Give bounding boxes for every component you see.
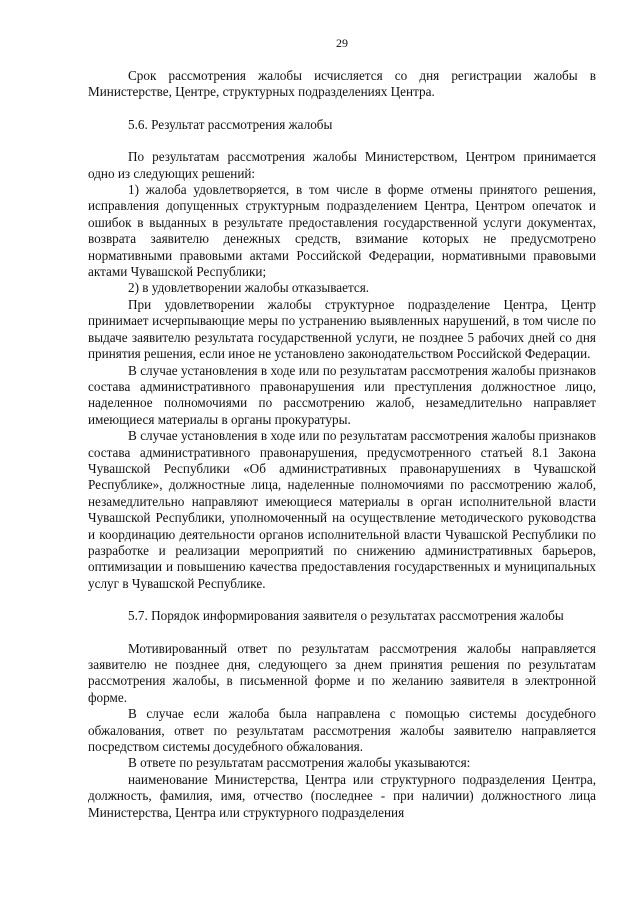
paragraph: Мотивированный ответ по результатам рассмотрения жалобы направляется заявителю не позднее дня, следующего за днем принятия решения по результатам рассмотрения жалобы, в письменной форме и по желанию заявителя в электронной форме. bbox=[88, 640, 596, 705]
paragraph-spacer bbox=[88, 101, 596, 117]
paragraph: В случае установления в ходе или по результатам рассмотрения жалобы признаков состава административного правонарушения, предусмотренного статьей 8.1 Закона Чувашской Республики «Об административных правонарушениях в Чувашской Республике», должностные лица, наделенные полномочиями по рассмотрению жалоб, незамедлительно направляют имеющиеся материалы в орган исполнительной власти Чувашской Республики, уполномоченный на осуществление методического руководства и координацию деятельности органов исполнительной власти Чувашской Республики по разработке и реализации мероприятий по снижению административных барьеров, оптимизации и повышению качества предоставления государственных и муниципальных услуг в Чувашской Республике. bbox=[88, 428, 596, 591]
paragraph: При удовлетворении жалобы структурное подразделение Центра, Центр принимает исчерпывающие меры по устранению выявленных нарушений, в том числе по выдаче заявителю результата государственной услуги, не позднее 5 рабочих дней со дня принятия решения, если иное не установлено законодательством Российской Федерации. bbox=[88, 296, 596, 362]
paragraph: Срок рассмотрения жалобы исчисляется со дня регистрации жалобы в Министерстве, Центре, структурных подразделениях Центра. bbox=[88, 68, 596, 100]
document-body bbox=[88, 68, 596, 821]
section-heading: 5.6. Результат рассмотрения жалобы bbox=[128, 116, 333, 132]
paragraph-spacer bbox=[88, 133, 596, 149]
paragraph: По результатам рассмотрения жалобы Министерством, Центром принимается одно из следующих решений: bbox=[88, 149, 596, 181]
paragraph-spacer bbox=[88, 592, 596, 608]
paragraph: В случае установления в ходе или по результатам рассмотрения жалобы признаков состава административного правонарушения или преступления должностное лицо, наделенное полномочиями по рассмотрению жалоб, незамедлительно направляет имеющиеся материалы в органы прокуратуры. bbox=[88, 362, 596, 427]
paragraph: наименование Министерства, Центра или структурного подразделения Центра, должность, фамилия, имя, отчество (последнее - при наличии) должностного лица Министерства, Центра или структурного подразделения bbox=[88, 771, 596, 820]
section-heading: 5.7. Порядок информирования заявителя о результатах рассмотрения жалобы bbox=[128, 608, 564, 624]
paragraph: В ответе по результатам рассмотрения жалобы указываются: bbox=[128, 755, 471, 771]
paragraph-spacer bbox=[88, 625, 596, 641]
paragraph: В случае если жалоба была направлена с помощью системы досудебного обжалования, ответ по результатам рассмотрения жалобы заявителю направляется посредством системы досудебного обжалования. bbox=[88, 706, 596, 755]
page-number: 29 bbox=[336, 36, 348, 50]
paragraph: 1) жалоба удовлетворяется, в том числе в форме отмены принятого решения, исправления допущенных структурным подразделением Центра, Центром опечаток и ошибок в выданных в результате предоставления государственной услуги документах, возврата заявителю денежных средств, взимание которых не предусмотрено нормативными правовыми актами Российской Федерации, нормативными правовыми актами Чувашской Республики; bbox=[88, 182, 596, 280]
paragraph: 2) в удовлетворении жалобы отказывается. bbox=[128, 280, 370, 296]
